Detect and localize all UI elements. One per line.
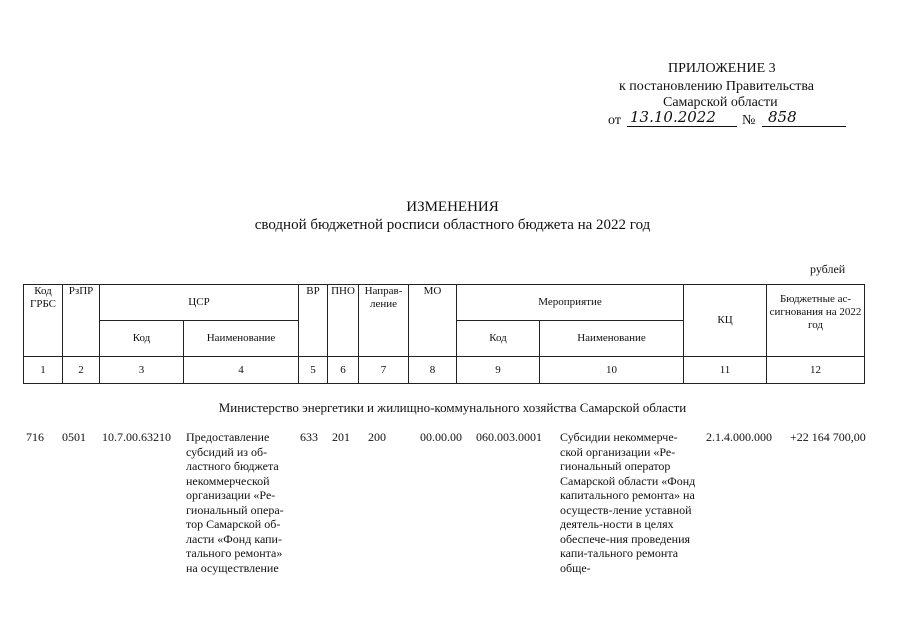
row-vr: 633 xyxy=(300,430,318,444)
col-number: 8 xyxy=(409,357,457,384)
document-subtitle: сводной бюджетной росписи областного бюджета на 2022 год xyxy=(254,217,651,233)
row-csr-name: Предоставление субсидий из об-ластного бюджета некоммерческой организации «Ре-гиональный опера-тор Самарской об-ласти «Фонд капи-тального ремонта» на осуществление xyxy=(186,430,284,575)
budget-table-header xyxy=(23,284,865,384)
row-napr: 200 xyxy=(368,430,386,444)
header-csr-name: Наименование xyxy=(184,321,299,357)
header-napr: Направ-ление xyxy=(359,285,409,357)
col-number: 7 xyxy=(359,357,409,384)
appendix-label: ПРИЛОЖЕНИЕ 3 xyxy=(668,61,776,76)
resolution-line: к постановлению Правительства xyxy=(619,79,815,94)
column-numbers-row xyxy=(24,357,865,384)
header-kc: КЦ xyxy=(684,285,767,357)
row-pno: 201 xyxy=(332,430,350,444)
number-underline xyxy=(762,126,846,127)
header-vr: ВР xyxy=(299,285,328,357)
header-csr-kod: Код xyxy=(100,321,184,357)
col-number: 11 xyxy=(684,357,767,384)
header-csr: ЦСР xyxy=(100,285,299,321)
section-title: Министерство энергетики и жилищно-коммунального хозяйства Самарской области xyxy=(218,400,687,415)
col-number: 9 xyxy=(457,357,540,384)
row-meropr-name: Субсидии некоммерче-ской организации «Ре-гиональный оператор Самарской области «Фонд капитального ремонта» на осуществ-ление уставной деятель-ности в целях обеспече-ния проведения капи-тального ремонта обще- xyxy=(560,430,696,575)
row-meropr-code: 060.003.0001 xyxy=(476,430,542,444)
col-number: 6 xyxy=(328,357,359,384)
col-number: 1 xyxy=(24,357,63,384)
row-mo: 00.00.00 xyxy=(420,430,462,444)
col-number: 12 xyxy=(767,357,865,384)
region-line: Самарской области xyxy=(663,95,778,110)
row-rzpr: 0501 xyxy=(62,430,86,444)
date-prefix: от xyxy=(608,113,621,128)
col-number: 10 xyxy=(540,357,684,384)
header-pno: ПНО xyxy=(328,285,359,357)
date-underline xyxy=(627,126,737,127)
document-title: ИЗМЕНЕНИЯ xyxy=(406,199,499,215)
row-csr-code: 10.7.00.63210 xyxy=(102,430,171,444)
col-number: 5 xyxy=(299,357,328,384)
row-amount: +22 164 700,00 xyxy=(790,430,866,444)
units-label: рублей xyxy=(810,262,846,276)
number-prefix: № xyxy=(742,113,756,128)
col-number: 3 xyxy=(100,357,184,384)
header-assignments: Бюджетные ас-сигнования на 2022 год xyxy=(767,285,865,357)
number-value: 858 xyxy=(768,108,797,126)
header-kod-grbs: Код ГРБС xyxy=(24,285,63,357)
row-kc: 2.1.4.000.000 xyxy=(706,430,772,444)
header-meropr-name: Наименование xyxy=(540,321,684,357)
header-meropr-kod: Код xyxy=(457,321,540,357)
header-rzpr: РзПР xyxy=(63,285,100,357)
row-grbs: 716 xyxy=(26,430,44,444)
date-value: 13.10.2022 xyxy=(630,108,716,126)
col-number: 2 xyxy=(63,357,100,384)
header-mo: МО xyxy=(409,285,457,357)
header-meropr: Мероприятие xyxy=(457,285,684,321)
col-number: 4 xyxy=(184,357,299,384)
